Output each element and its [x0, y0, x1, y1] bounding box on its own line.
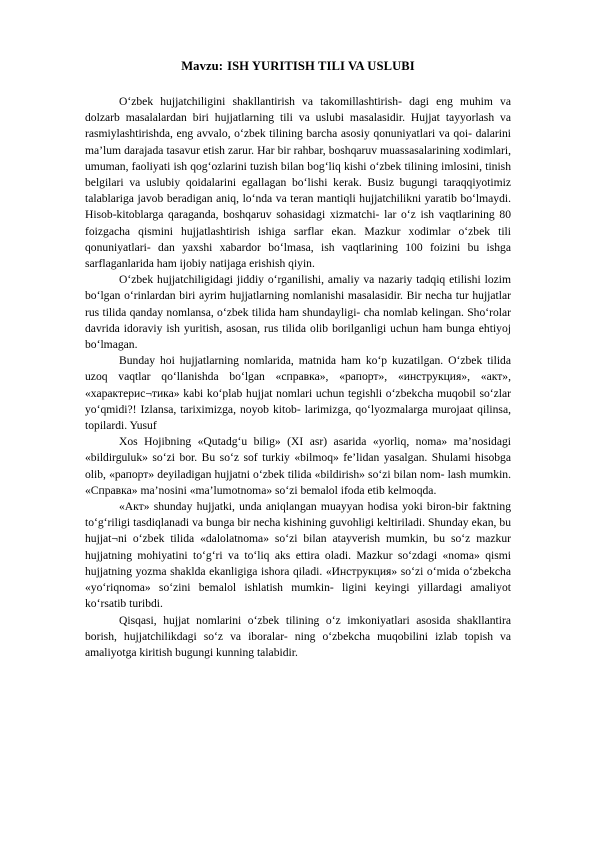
paragraph-1: O‘zbek hujjatchiligini shakllantirish va takomillashtirish- dagi eng muhim va dolzarb masalalardan biri hujjatlarning tili va uslubi masalasidir. Hujjat tayyorlash va rasmiylashtirishda, eng avvalo, o‘zbek tilining barcha asosiy qonuniyatlari va qoi- dalarini ma’lum darajada tasavur etish zarur. Har bir rahbar, boshqaruv muassasalarining xodimlari, umuman, faoliyati ish qog‘ozlarini tuzish bilan bog‘liq kishi o‘zbek tilining imlosini, tinish belgilari va uslubiy qoidalarini egallagan bo‘lishi kerak. Busiz bugungi taraqqiyotimiz talablariga javob beradigan aniq, lo‘nda va teran mantiqli hujjatchilikni yaratib bo‘lmaydi. Hisob-kitoblarga qaraganda, boshqaruv sohasidagi xizmatchi- lar o‘z ish vaqtlarining 80 foizgacha qismini hujjatlashtirish ishiga sarflar ekan. Mazkur xodimlar o‘zbek tili qonuniyatlari- dan yaxshi xabardor bo‘lmasa, ish vaqtlarining 100 foizini bu ishga sarflaganlarida ham ijobiy natijaga erishish qiyin.	[85, 95, 511, 271]
paragraph-2: O‘zbek hujjatchiligidagi jiddiy o‘rganilishi, amaliy va nazariy tadqiq etilishi lozim bo‘lgan o‘rinlardan biri ayrim hujjatlarning nomlanishi masalasidir. Bir necha tur hujjatlar rus tilida qanday nomlansa, o‘zbek tilida ham shundayligi- cha nomlab kelingan. Sho‘rolar davrida idoraviy ish yuritish, asosan, rus tilida olib borilganligi uchun ham bunga ehtiyoj bo‘lmagan.	[85, 273, 511, 352]
paragraph-5: «Акт» shunday hujjatki, unda aniqlangan muayyan hodisa yoki biron-bir faktning to‘g‘riligi tasdiqlanadi va bunga bir necha kishining guvohligi keltiriladi. Shunday ekan, bu hujjat¬ni o‘zbek tilida «dalolatnoma» so‘zi bilan atayverish mumkin, bu so‘z mazkur hujjatning mohiyatini to‘g‘ri va to‘liq aks ettira oladi. Mazkur so‘zdagi «noma» qismi hujjatning yozma shaklda ekanligiga ishora qiladi. «Инструкция» so‘zi o‘mida o‘zbekcha «yo‘riqnoma» so‘zini bemalol ishlatish mumkin- ligini keyingi yillardagi amaliyot ko‘rsatib turibdi.	[85, 500, 511, 611]
paragraph-3: Bunday hoi hujjatlarning nomlarida, matnida ham ko‘p kuzatilgan. O‘zbek tilida uzoq vaqtlar qo‘llanishda bo‘lgan «справка», «рапорт», «инструкция», «акт», «характерис¬тика» kabi ko‘plab hujjat nomlari uchun tegishli o‘zbekcha muqobil so‘zlar yo‘qmidi?! Izlansa, tariximizga, noyob kitob- larimizga, qo‘lyozmalarga murojaat qilinsa, topilardi. Yusuf	[85, 354, 511, 433]
title-text: ISH YURITISH TILI VA USLUBI	[227, 59, 415, 73]
document-title	[0, 59, 596, 74]
paragraph-4: Xos Hojibning «Qutadg‘u bilig» (XI asr) asarida «yorliq, noma» ma’nosidagi «bildirguluk» so‘zi bor. Bu so‘z sof turkiy «bilmoq» fe’lidan yasalgan. Shulami hisobga olib, «рапорт» deyiladigan hujjatni o‘zbek tilida «bildirish» so‘zi bilan nom- lash mumkin. «Справка» ma’nosini «ma’lumotnoma» so‘zi bemalol ifoda etib kelmoqda.	[85, 435, 511, 497]
paragraph-6: Qisqasi, hujjat nomlarini o‘zbek tilining o‘z imkoniyatlari asosida shakllantira borish, hujjatchilikdagi so‘z va iboralar- ning o‘zbekcha muqobilini izlab topish va amaliyotga kiritish bugungi kunning talabidir.	[85, 613, 511, 659]
document-body	[85, 94, 511, 661]
title-label: Mavzu:	[181, 59, 224, 73]
